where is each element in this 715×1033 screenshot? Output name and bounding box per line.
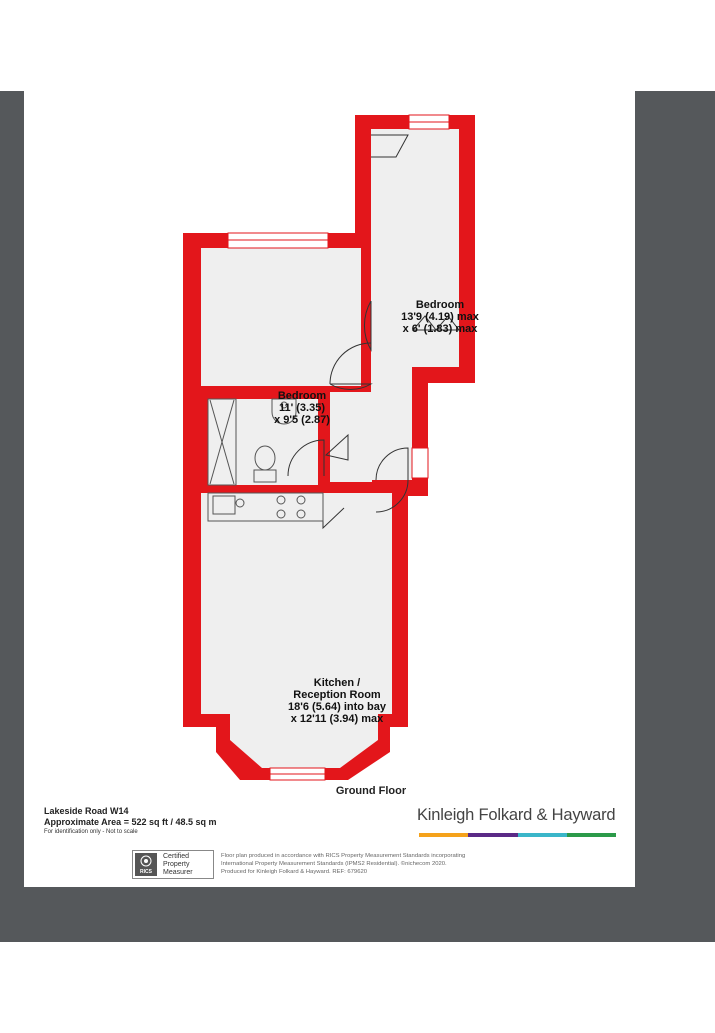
floorplan-drawing (24, 91, 635, 887)
window-bedroom-2 (409, 115, 449, 129)
brand-bar-segment (468, 833, 517, 837)
room-dimension: 18'6 (5.64) into bay (288, 701, 386, 713)
property-area: Approximate Area = 522 sq ft / 48.5 sq m (44, 817, 217, 827)
disclaimer-text (221, 852, 465, 876)
room-dimension: 11' (3.35) (278, 402, 326, 414)
room-name: Kitchen / (313, 677, 361, 689)
brand-name: Kinleigh Folkard & Hayward (417, 806, 616, 824)
room-name: Reception Room (293, 689, 381, 701)
bedroom-1-label (232, 390, 372, 426)
room-dimension: x 9'5 (2.87) (274, 414, 330, 426)
rics-emblem-icon (135, 853, 157, 867)
brand-color-bar (419, 833, 616, 837)
property-address: Lakeside Road W14 (44, 806, 129, 816)
cert-line: Measurer (163, 869, 193, 876)
disclaimer-line: International Property Measurement Standards (IPMS2 Residential). ©nichecom 2020. (221, 861, 447, 867)
rics-logo-text: RICS (140, 869, 152, 875)
cert-line: Property (163, 861, 190, 868)
rics-logo-icon (135, 853, 157, 876)
rics-certification-badge (132, 850, 214, 879)
disclaimer-line: Floor plan produced in accordance with RICS Property Measurement Standards incorporating (221, 853, 466, 859)
cert-line: Certified (163, 853, 190, 860)
room-name: Bedroom (415, 299, 465, 311)
identification-note: For identification only - Not to scale (44, 829, 138, 835)
floor-name: Ground Floor (335, 785, 407, 797)
rics-certified-text (163, 853, 193, 877)
window-bay (270, 768, 325, 780)
bedroom-2-label (370, 299, 510, 335)
room-dimension: x 6' (1.83) max (402, 323, 478, 335)
brand-bar-segment (567, 833, 616, 837)
room-name: Bedroom (277, 390, 327, 402)
brand-bar-segment (518, 833, 567, 837)
window-side (412, 448, 428, 478)
kitchen-label (242, 677, 432, 725)
brand-bar-segment (419, 833, 468, 837)
bedroom-1-floor (201, 248, 361, 386)
disclaimer-line: Produced for Kinleigh Folkard & Hayward. REF: 679620 (221, 869, 368, 875)
window-bedroom-1 (228, 233, 328, 248)
room-dimension: 13'9 (4.19) max (401, 311, 479, 323)
floorplan-sheet (24, 91, 635, 887)
room-dimension: x 12'11 (3.94) max (290, 713, 384, 725)
